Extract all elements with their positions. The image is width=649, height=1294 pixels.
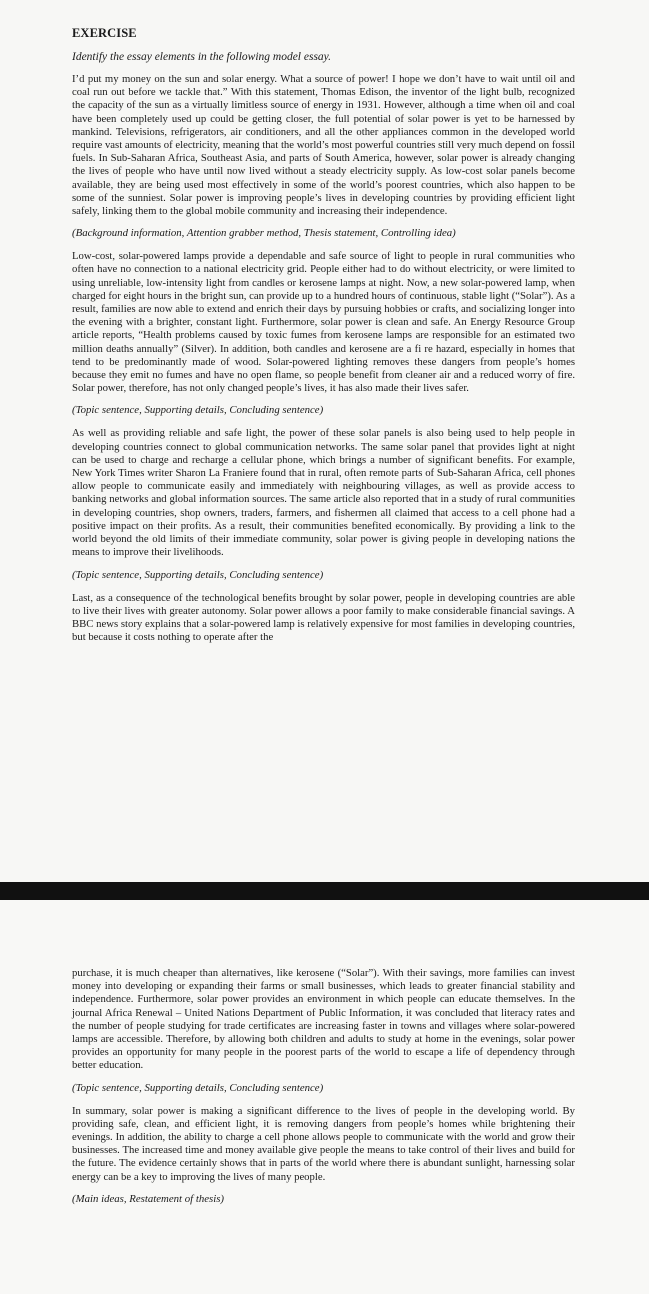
page-top-content <box>72 26 575 653</box>
label-body-1: (Topic sentence, Supporting details, Concluding sentence) <box>72 404 324 417</box>
exercise-title: EXERCISE <box>72 26 137 40</box>
label-body-3: (Topic sentence, Supporting details, Concluding sentence) <box>72 1081 324 1094</box>
paragraph-body-1: Low-cost, solar-powered lamps provide a dependable and safe source of light to people in rural communities who often have no connection to a national electricity grid. People either had to do without electricity, or were limited to using unreliable, low-intensity light from candles or kerosene lamps at night. Now, a new solar-powered lamp, when charged for eight hours in the bright sun, can provide up to a hundred hours of continuous, stable light (“Solar”). As a result, families are now able to extend and enrich their days by pursuing hobbies or crafts, and socializing longer into the evening with a brighter, constant light. Furthermore, solar power is clean and safe. An Energy Resource Group article reports, “Health problems caused by toxic fumes from kerosene lamps are responsible for an estimated two million deaths annually” (Silver). In addition, both candles and kerosene are a fi re hazard, especially in homes that tend to be predominantly made of wood. Solar-powered lighting removes these dangers from people’s homes because they emit no fumes and have no open flame, so people benefit from cleaner air and a reduced worry of fire. Solar power, therefore, has not only changed people’s lives, it has also made their lives safer. <box>72 250 575 395</box>
paragraph-introduction: I’d put my money on the sun and solar energy. What a source of power! I hope we don’t have to wait until oil and coal run out before we tackle that.” With this statement, Thomas Edison, the inventor of the light bulb, recognized the capacity of the sun as a virtually limitless source of energy in 1931. However, although a time when oil and coal have been completely used up could be getting closer, the full potential of solar power is yet to be harnessed by mankind. Televisions, refrigerators, air conditioners, and all the other appliances common in the developed world require vast amounts of electricity, meaning that the world’s most powerful countries still very much depend on fossil fuels. In Sub-Saharan Africa, Southeast Asia, and parts of South America, however, solar power is already changing the lives of people who have until now lived without a steady electricity supply. As low-cost solar panels become available, they are being used most effectively in some of the world’s poorest countries, which also happen to be some of the sunniest. Solar power is improving people’s lives in developing countries by providing efficient light safely, linking them to the global mobile community and increasing their independence. <box>72 73 575 218</box>
page-divider <box>0 882 649 900</box>
label-body-2: (Topic sentence, Supporting details, Concluding sentence) <box>72 568 324 581</box>
paragraph-body-3-part-1: Last, as a consequence of the technological benefits brought by solar power, people in developing countries are able to live their lives with greater autonomy. Solar power allows a poor family to make considerable financial savings. A BBC news story explains that a solar-powered lamp is relatively expensive for most families in developing countries, but because it costs nothing to operate after the <box>72 591 575 644</box>
label-conclusion: (Main ideas, Restatement of thesis) <box>72 1192 225 1205</box>
paragraph-body-3-part-2: purchase, it is much cheaper than alternatives, like kerosene (“Solar”). With their savings, more families can invest money into developing or expanding their farms or small businesses, which leads to greater financial stability and independence. Furthermore, solar power provides an environment in which people can educate themselves. In the journal Africa Renewal – United Nations Department of Public Information, it was concluded that literacy rates and the number of people studying for trade certificates are increasing faster in towns and villages where solar-powered lamps are accessible. Therefore, by allowing both children and adults to study at home in the evenings, solar power provides an opportunity for many people in the poorest parts of the world to escape a life of dependency through better education. <box>72 967 575 1072</box>
exercise-instruction: Identify the essay elements in the following model essay. <box>72 51 332 63</box>
page-bottom-content <box>72 967 575 1216</box>
paragraph-body-2: As well as providing reliable and safe light, the power of these solar panels is also being used to help people in developing countries connect to global communication networks. The same solar panel that provides light at night can be used to charge and recharge a cellular phone, which brings a number of significant benefits. For example, New York Times writer Sharon La Franiere found that in rural, often remote parts of Sub-Saharan Africa, cell phones allow people to communicate easily and immediately with neighbouring villages, as well as provide access to banking networks and global information sources. The same article also reported that in a study of rural communities in developing countries, shop owners, traders, farmers, and fishermen all claimed that access to a cell phone had a positive impact on their profits. As a result, their communities benefited economically. By providing a link to the world beyond the old limits of their immediate community, solar power is giving people in developing nations the means to improve their livelihoods. <box>72 427 575 559</box>
paragraph-conclusion: In summary, solar power is making a significant difference to the lives of people in the developing world. By providing safe, clean, and efficient light, it is removing dangers from people’s homes while brightening their evenings. In addition, the ability to charge a cell phone allows people to communicate with the world and grow their businesses. The increased time and money available give people the means to take control of their lives and build for the future. The evidence certainly shows that in parts of the world where there is abundant sunlight, harnessing solar energy can be a key to improving the lives of many people. <box>72 1104 575 1183</box>
page-bottom <box>0 900 649 1294</box>
label-introduction: (Background information, Attention grabber method, Thesis statement, Controlling idea) <box>72 227 456 240</box>
